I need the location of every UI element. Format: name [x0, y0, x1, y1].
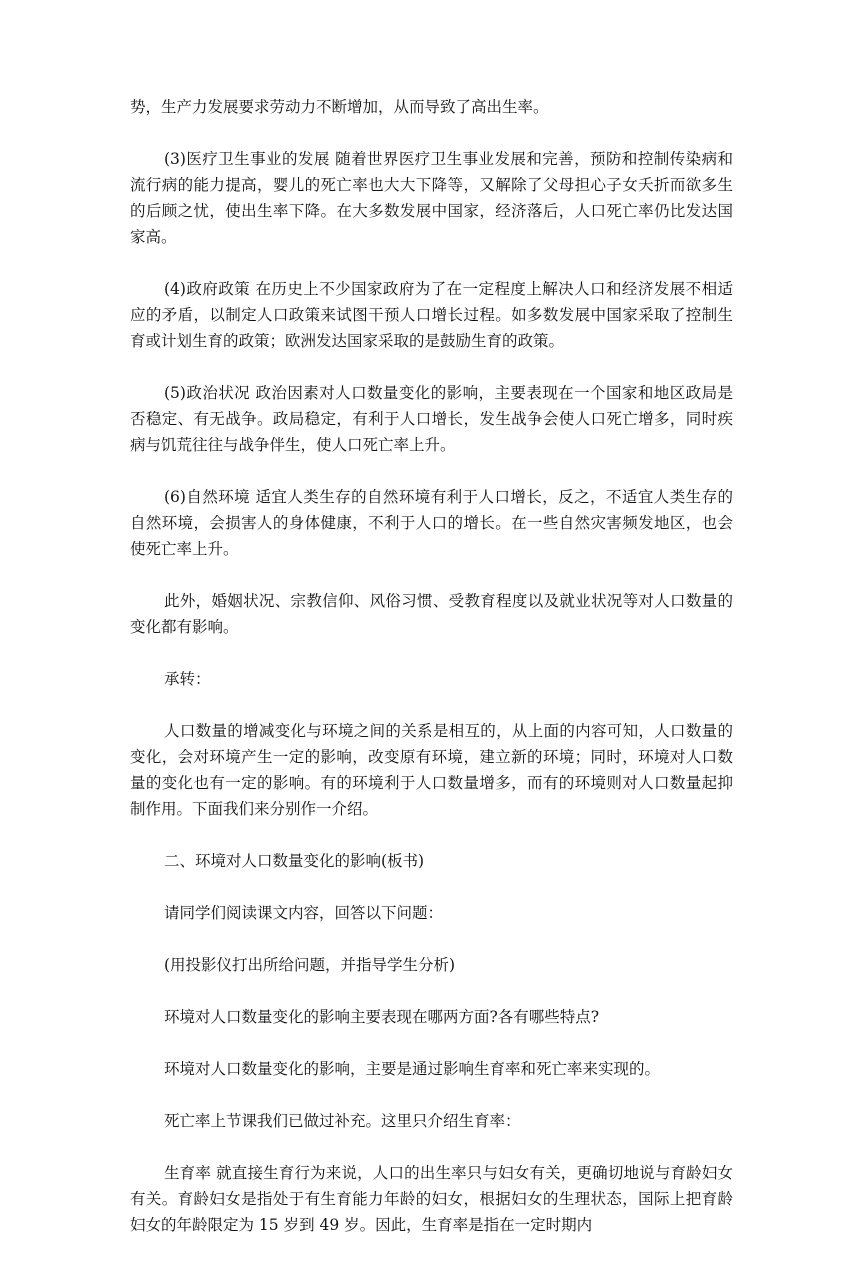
paragraph-government-policy: (4)政府政策 在历史上不少国家政府为了在一定程度上解决人口和经济发展不相适应的矛盾，以制定人口政策来试图干预人口增长过程。如多数发展中国家采取了控制生育或计划生育的政策；欧洲发达国家采取的是鼓励生育的政策。 [130, 280, 733, 350]
paragraph-medical-factor: (3)医疗卫生事业的发展 随着世界医疗卫生事业发展和完善，预防和控制传染病和流行病的能力提高，婴儿的死亡率也大大下降等，又解除了父母担心子女夭折而欲多生的后顾之忧，使出生率下降。在大多数发展中国家，经济落后，人口死亡率仍比发达国家高。 [130, 150, 733, 246]
paragraph-question: 环境对人口数量变化的影响主要表现在哪两方面?各有哪些特点? [164, 1008, 600, 1026]
paragraph-other-factors: 此外，婚姻状况、宗教信仰、风俗习惯、受教育程度以及就业状况等对人口数量的变化都有影响。 [130, 592, 733, 636]
paragraph-transition-text: 人口数量的增减变化与环境之间的关系是相互的，从上面的内容可知，人口数量的变化，会对环境产生一定的影响，改变原有环境，建立新的环境；同时，环境对人口数量的变化也有一定的影响。有的环境利于人口数量增多，而有的环境则对人口数量起抑制作用。下面我们来分别作一介绍。 [130, 722, 733, 818]
paragraph-continuation: 势，生产力发展要求劳动力不断增加，从而导致了高出生率。 [130, 98, 549, 116]
paragraph-mortality-note: 死亡率上节课我们已做过补充。这里只介绍生育率： [164, 1112, 521, 1130]
section-heading: 二、环境对人口数量变化的影响(板书) [164, 852, 425, 870]
paragraph-transition-label: 承转： [164, 670, 211, 688]
paragraph-reading-instruction: 请同学们阅读课文内容，回答以下问题： [164, 904, 444, 922]
paragraph-political-situation: (5)政治状况 政治因素对人口数量变化的影响，主要表现在一个国家和地区政局是否稳定、有无战争。政局稳定，有利于人口增长，发生战争会使人口死亡增多，同时疾病与饥荒往往与战争伴生，使人口死亡率上升。 [130, 384, 733, 454]
document-body [130, 94, 733, 1264]
paragraph-fertility-rate: 生育率 就直接生育行为来说，人口的出生率只与妇女有关，更确切地说与育龄妇女有关。育龄妇女是指处于有生育能力年龄的妇女，根据妇女的生理状态，国际上把育龄妇女的年龄限定为 15 岁到 49 岁。因此，生育率是指在一定时期内 [130, 1164, 733, 1234]
paragraph-projector-note: (用投影仪打出所给问题，并指导学生分析) [164, 956, 456, 974]
paragraph-natural-environment: (6)自然环境 适宜人类生存的自然环境有利于人口增长，反之，不适宜人类生存的自然环境，会损害人的身体健康，不利于人口的增长。在一些自然灾害频发地区，也会使死亡率上升。 [130, 488, 733, 558]
paragraph-answer: 环境对人口数量变化的影响，主要是通过影响生育率和死亡率来实现的。 [164, 1060, 661, 1078]
